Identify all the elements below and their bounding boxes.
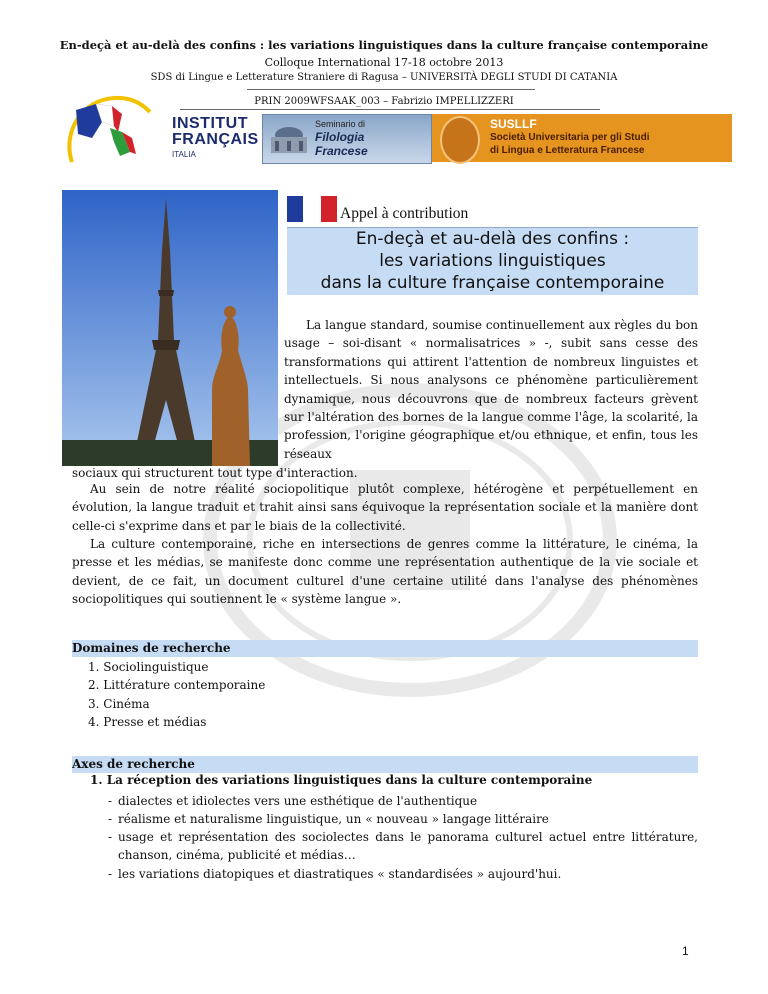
domaines-header: Domaines de recherche: [72, 640, 698, 657]
institut-francais-logo: [172, 115, 259, 160]
paragraph-2: Au sein de notre réalité sociopolitique plutôt complexe, hétérogène et perpétuellement en évolution, la langue traduit et trahit ainsi sans équivoque la représentation sociale et la manière dont celle-ci s'exprime dans et par le biais de la collectivité.: [72, 482, 698, 533]
title-line1: En-deçà et au-delà des confins :: [355, 229, 630, 249]
title-line2: les variations linguistiques: [379, 251, 606, 271]
french-flag-icon: [287, 196, 337, 222]
paragraph-3: La culture contemporaine, riche en intersections de genres comme la littérature, le cinéma, la presse et les médias, se manifeste donc comme une représentation authentique de la vie sociale et devient, de ce fait, un document culturel d'une certaine utilité dans l'analyse des phénomènes sociopolitiques qui soutiennent le « système langue ».: [72, 537, 698, 607]
paragraph-1: La langue standard, soumise continuellement aux règles du bon usage – soi-disant « normalisatrices » -, subit sans cesse des transformations qui attirent l'attention de nombreux linguistes et intellectuels. Si nous analysons ce phénomène particulièrement dynamique, nous découvrons que de nombreux facteurs grèvent sur l'altération des bornes de la langue comme l'âge, la scolarité, la profession, l'origine géographique et/ou ethnique, et enfin, tous les réseaux: [284, 318, 698, 461]
bullet-text: réalisme et naturalisme linguistique, un « nouveau » langage littéraire: [118, 812, 549, 826]
header-rule: [247, 89, 535, 90]
appel-label: Appel à contribution: [340, 205, 469, 222]
list-item: 3. Cinéma: [88, 696, 150, 711]
bullet-item: - dialectes et idiolectes vers une esthétique de l'authentique: [108, 794, 478, 808]
header-prin: PRIN 2009WFSAAK_003 – Fabrizio IMPELLIZZERI: [254, 96, 514, 107]
axes-header: Axes de recherche: [72, 756, 698, 773]
domaines-list: [88, 658, 265, 732]
institut-sub: ITALIA: [172, 150, 196, 159]
header-rule-2: [180, 109, 600, 110]
suslf-title: SUSLLF: [490, 117, 537, 131]
bullet-item: - réalisme et naturalisme linguistique, un « nouveau » langage littéraire: [108, 812, 549, 826]
bullet-text: les variations diatopiques et diastratiques « standardisées » aujourd'hui.: [118, 867, 562, 881]
institut-line1: INSTITUT: [172, 115, 248, 132]
header-colloque: Colloque International 17-18 octobre 2013: [264, 56, 504, 69]
axes-subtitle-1: 1. La réception des variations linguistiques dans la culture contemporaine: [90, 773, 593, 787]
suslf-line1: Società Universitaria per gli Studi: [490, 132, 650, 143]
paragraph-1-end: sociaux qui structurent tout type d'interaction.: [72, 466, 358, 480]
italy-france-map-logo: [62, 92, 162, 172]
filologia-line1: Seminario di: [315, 119, 366, 129]
list-item: 1. Sociolinguistique: [88, 660, 209, 674]
institut-line2: FRANÇAIS: [172, 131, 259, 148]
page-number: 1: [682, 944, 689, 958]
eiffel-tower-photo: [62, 190, 278, 466]
header-institution: SDS di Lingue e Letterature Straniere di Ragusa – UNIVERSITÀ DEGLI STUDI DI CATANIA: [150, 72, 618, 83]
header-title: En-deçà et au-delà des confins : les variations linguistiques dans la culture française contemporaine: [59, 38, 709, 52]
filologia-francese-logo: [262, 114, 432, 164]
suslf-logo: [432, 114, 732, 162]
title-line3: dans la culture française contemporaine: [320, 273, 665, 293]
main-title-box: [287, 227, 698, 295]
suslf-seal-icon: [440, 116, 480, 164]
filologia-line3: Francese: [315, 144, 368, 158]
list-item: 4. Presse et médias: [88, 715, 207, 730]
list-item: 2. Littérature contemporaine: [88, 678, 266, 693]
filologia-line2: Filologia: [315, 130, 365, 144]
suslf-line2: di Lingua e Letteratura Francese: [490, 145, 645, 156]
bullet-item: - les variations diatopiques et diastratiques « standardisées » aujourd'hui.: [108, 867, 562, 881]
bullet-item: - usage et représentation des sociolectes dans le panorama culturel actuel entre littérature, chanson, cinéma, publicité et médias…: [108, 830, 698, 863]
bullet-text: dialectes et idiolectes vers une esthétique de l'authentique: [118, 794, 478, 808]
building-icon: [267, 123, 311, 157]
bullet-text: usage et représentation des sociolectes dans le panorama culturel actuel entre littérature, chanson, cinéma, publicité et médias…: [118, 830, 698, 863]
